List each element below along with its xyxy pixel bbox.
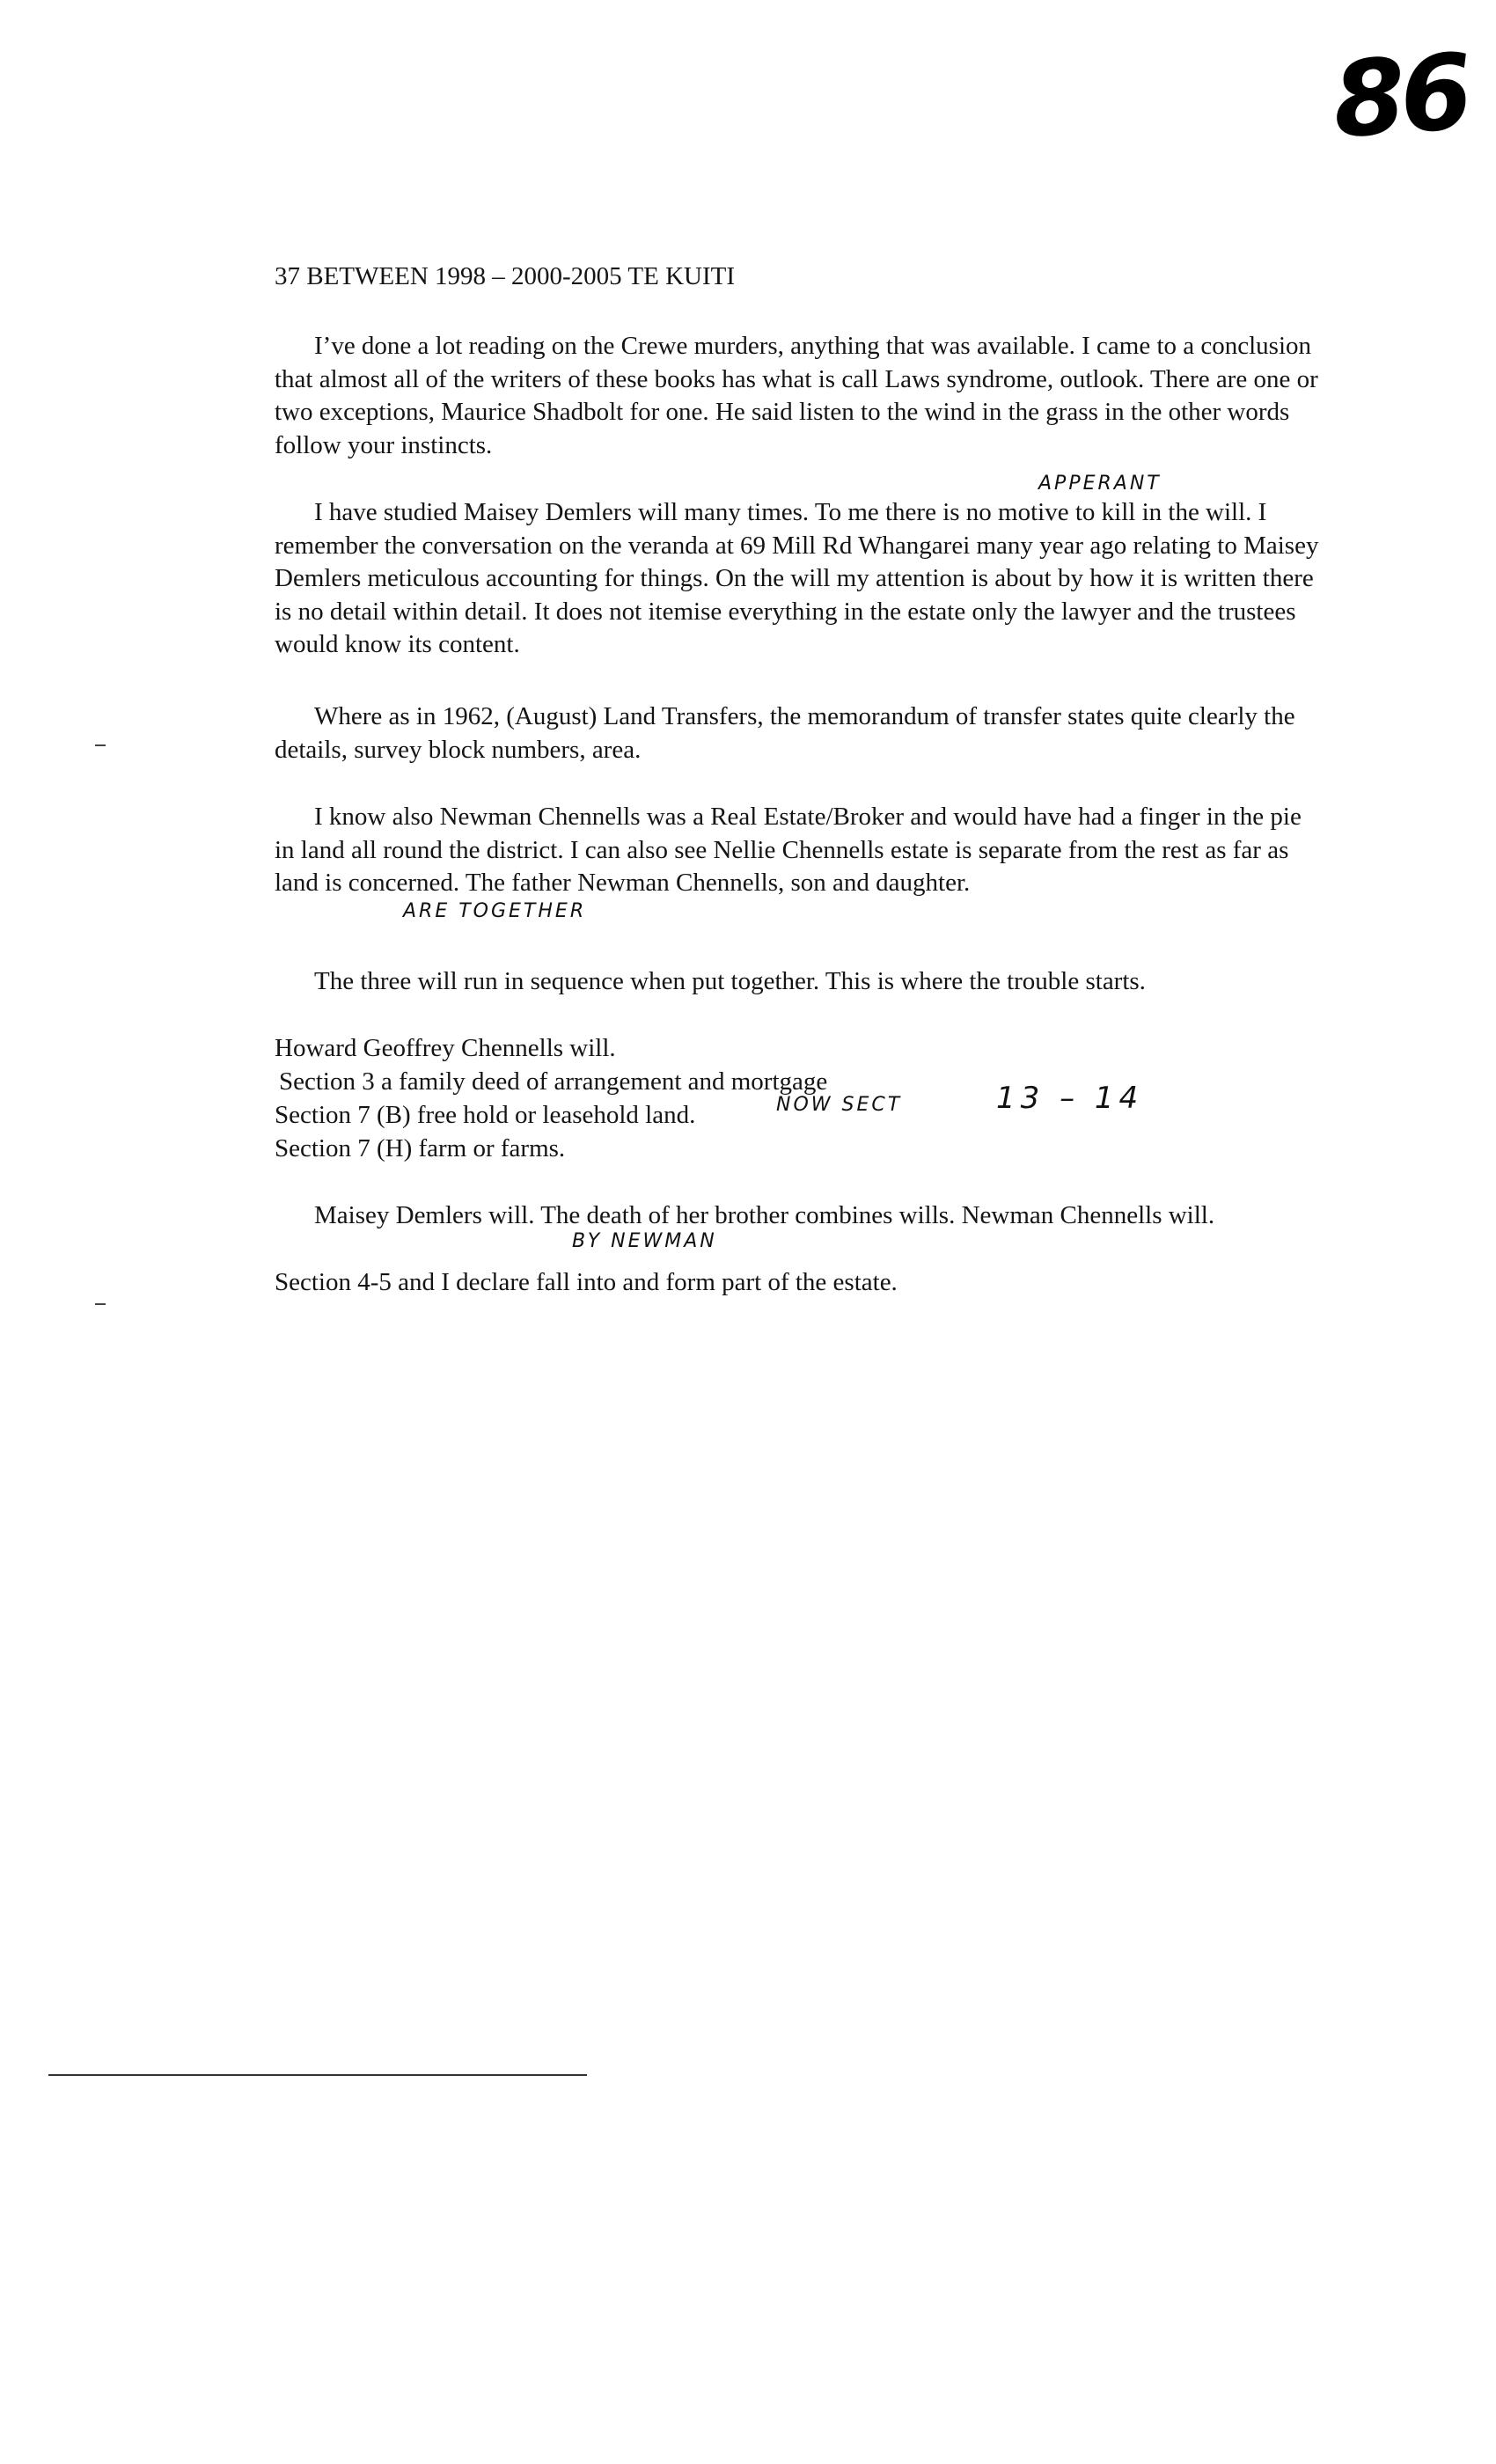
margin-dash-2 — [95, 1303, 106, 1305]
paragraph-land-transfers — [275, 700, 1322, 766]
paragraph-maisey-demlers-combine — [275, 1199, 1322, 1233]
paragraph-text: I have studied Maisey Demlers will many times. To me there is no motive to kill in the will. I remember the conversation on the veranda at 69 Mill Rd Whangarei many year ago relating to Maisey Demlers meticulous accounting for things. On the will my attention is about by how it is written there is no detail within detail. It does not itemise everything in the estate only the lawyer and the trustees would know its content. — [275, 498, 1319, 658]
paragraph-text: Maisey Demlers will. The death of her brother combines wills. Newman Chennells will. — [314, 1201, 1215, 1229]
howard-will-section-3: Section 3 a family deed of arrangement and mortgage — [279, 1067, 828, 1096]
howard-will-heading: Howard Geoffrey Chennells will. — [275, 1034, 616, 1062]
handwritten-by-newman: BY NEWMAN — [572, 1230, 717, 1252]
howard-will-section-7h: Section 7 (H) farm or farms. — [275, 1134, 566, 1162]
paragraph-text: I’ve done a lot reading on the Crewe murders, anything that was available. I came to a conclusion that almost all of the writers of these books has what is call Laws syndrome, outlook. There are one or two exceptions, Maurice Shadbolt for one. He said listen to the wind in the grass in the other words follow your instincts. — [275, 332, 1318, 459]
handwritten-now-sect: NOW SECT — [776, 1094, 903, 1116]
margin-dash-1 — [95, 744, 106, 746]
paragraph-crewe-reading — [275, 330, 1322, 462]
paragraph-text: The three will run in sequence when put together. This is where the trouble starts. — [314, 967, 1146, 995]
handwritten-sect-numbers: 13 – 14 — [996, 1081, 1144, 1116]
handwritten-are-together: ARE TOGETHER — [403, 900, 587, 922]
page-number: 86 — [1329, 30, 1471, 162]
paragraph-text: Where as in 1962, (August) Land Transfers, the memorandum of transfer states quite clearly the details, survey block numbers, area. — [275, 702, 1295, 764]
paragraph-text: I know also Newman Chennells was a Real Estate/Broker and would have had a finger in the pie in land all round the district. I can also see Nellie Chennells estate is separate from the rest as far as land is concerned. The father Newman Chennells, son and daughter. — [275, 803, 1302, 897]
handwritten-apparent: APPERANT — [1038, 473, 1162, 495]
howard-will-section-7b: Section 7 (B) free hold or leasehold land. — [275, 1101, 696, 1129]
paragraph-newman-chennells — [275, 801, 1322, 900]
paragraph-maisey-will — [275, 496, 1322, 662]
footnote-rule — [48, 2074, 587, 2076]
section-4-5-line: Section 4-5 and I declare fall into and form part of the estate. — [275, 1268, 898, 1296]
document-title: 37 BETWEEN 1998 – 2000-2005 TE KUITI — [275, 262, 735, 290]
paragraph-three-wills — [275, 965, 1322, 999]
